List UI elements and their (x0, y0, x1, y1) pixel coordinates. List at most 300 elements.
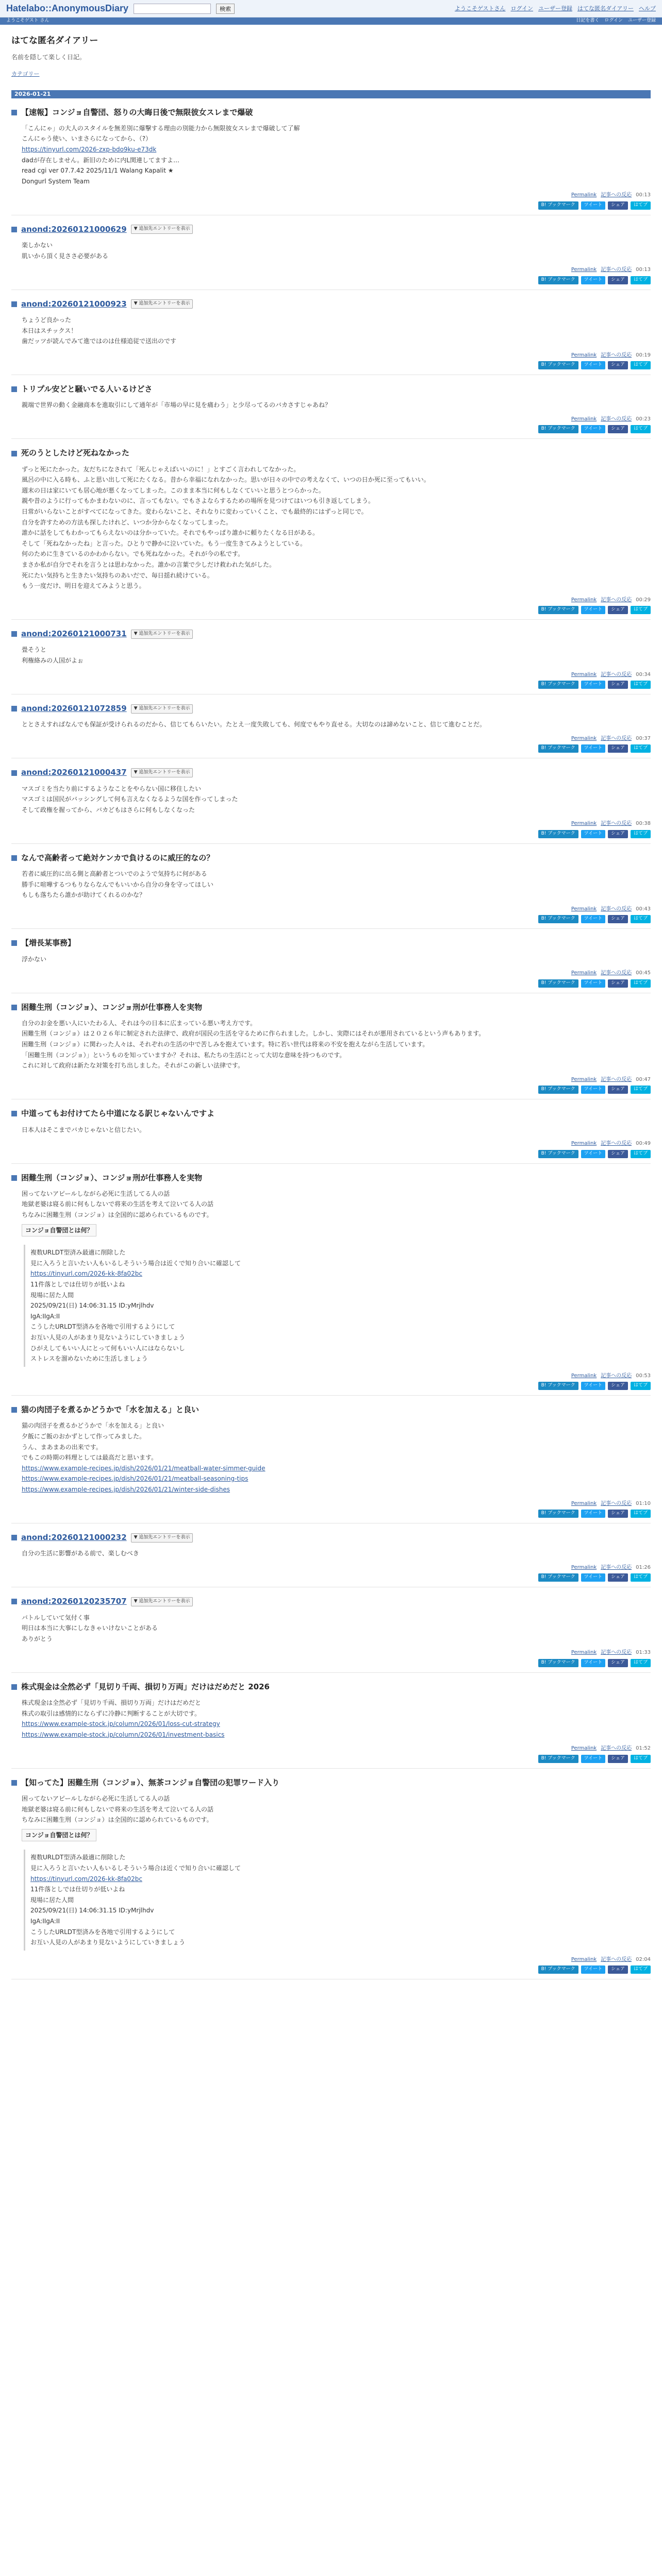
permalink-link[interactable]: Permalink (571, 597, 597, 603)
entry-title[interactable]: anond:20260121000232 (21, 1532, 127, 1542)
entry-body (22, 955, 651, 964)
tweet-button[interactable]: ツイート (581, 1510, 606, 1518)
bookmark-button[interactable]: B! ブックマーク (538, 744, 578, 753)
entry (11, 375, 651, 439)
entry-body (22, 1189, 651, 1367)
bookmark-button[interactable]: B! ブックマーク (538, 1150, 578, 1158)
entry-title[interactable]: anond:20260121072859 (21, 704, 127, 714)
facebook-share-button[interactable]: シェア (608, 1382, 628, 1390)
entry-square-icon (11, 1111, 17, 1116)
permalink-link[interactable]: Permalink (571, 1956, 597, 1962)
entry-title[interactable]: トリプル安どと騒いでる人いるけどさ (21, 384, 153, 394)
reactions-link[interactable]: 記事への反応 (601, 1564, 632, 1570)
entry (11, 1099, 651, 1163)
share-buttons (11, 1755, 651, 1763)
hatebu-button[interactable]: はてブ (631, 1965, 651, 1974)
facebook-share-button[interactable]: シェア (608, 1086, 628, 1094)
permalink-link[interactable]: Permalink (571, 1076, 597, 1082)
entry-line: こんにゃう使い、いまさらになってから、（?） (22, 135, 152, 143)
tweet-button[interactable]: ツイート (581, 915, 606, 923)
entry-title-row (11, 224, 651, 235)
entry-square-icon (11, 301, 17, 307)
hatebu-button[interactable]: はてブ (631, 744, 651, 753)
entry-square-icon (11, 1535, 17, 1540)
entry-time: 00:38 (636, 821, 651, 827)
hatebu-button[interactable]: はてブ (631, 276, 651, 284)
entry-title[interactable]: anond:20260121000731 (21, 629, 127, 639)
entry-title-row (11, 1002, 651, 1013)
tweet-button[interactable]: ツイート (581, 830, 606, 838)
hatebu-button[interactable]: はてブ (631, 1086, 651, 1094)
entry-time: 01:52 (636, 1745, 651, 1752)
facebook-share-button[interactable]: シェア (608, 606, 628, 614)
entry-title[interactable]: 【知ってた】困難生刑（コンジョ）、無茶コンジョ自警団の犯罪ワード入り (21, 1777, 280, 1787)
facebook-share-button[interactable]: シェア (608, 201, 628, 210)
quote-line: IgA:IIgA:II (30, 1312, 60, 1320)
facebook-share-button[interactable]: シェア (608, 744, 628, 753)
permalink-link[interactable]: Permalink (571, 1500, 597, 1506)
hatebu-button[interactable]: はてブ (631, 681, 651, 689)
tweet-button[interactable]: ツイート (581, 1659, 606, 1667)
bookmark-button[interactable]: B! ブックマーク (538, 1573, 578, 1582)
entry-title-row (11, 107, 651, 118)
permalink-link[interactable]: Permalink (571, 821, 597, 827)
entry-line: そして政権を握ってから、バカどもはさらに何もしなくなった (22, 806, 195, 814)
category-link[interactable]: カテゴリー (11, 70, 40, 77)
tweet-button[interactable]: ツイート (581, 681, 606, 689)
entry-line: read cgi ver 07.7.42 2025/11/1 Walang Kapalit ★ (22, 167, 174, 175)
entry-square-icon (11, 706, 17, 711)
hatebu-button[interactable]: はてブ (631, 1755, 651, 1763)
reactions-link[interactable]: 記事への反応 (601, 267, 632, 273)
entry-body (22, 1549, 651, 1558)
quote-line: 11件落としでは仕切りが低いよね (30, 1280, 125, 1288)
hatebu-button[interactable]: はてブ (631, 830, 651, 838)
entry-line: マスゴミは国民がバッシングして何も言えなくなるような国を作ってしまった (22, 795, 238, 803)
entry (11, 98, 651, 215)
facebook-share-button[interactable]: シェア (608, 1510, 628, 1518)
entry (11, 1164, 651, 1396)
entry-title-row (11, 1404, 651, 1416)
facebook-share-button[interactable]: シェア (608, 361, 628, 369)
entry-title[interactable]: 株式現金は全然必ず「見切り千両、損切り万両」だけはだめだと 2026 (21, 1682, 270, 1691)
entry-title[interactable]: なんで高齢者って絶対ケンカで負けるのに威圧的なの？ (21, 853, 214, 862)
quote-line: こうしたURLDT型済みを各地で引用するようにして (30, 1928, 175, 1936)
quote-heading: コンジョ自警団とは何？ (22, 1224, 96, 1237)
reactions-link[interactable]: 記事への反応 (601, 1650, 632, 1656)
entry-body (22, 241, 651, 261)
sub-bar-welcome: ようこそゲスト さん (6, 18, 49, 24)
entry (11, 215, 651, 290)
entry-line: 困難生刑（コンジョ）は２０２６年に制定された法律で、政府が国民の生活を守るために作られました。しかし、実際にはそれが悪用されているという声もあります。 (22, 1030, 485, 1038)
hatebu-button[interactable]: はてブ (631, 1382, 651, 1390)
entry-line: 地獄老婆は寝る前に何もしないで将来の生活を考えて泣いてる人の話 (22, 1805, 214, 1813)
search-input[interactable] (134, 4, 211, 14)
reactions-link[interactable]: 記事への反応 (601, 906, 632, 912)
tweet-button[interactable]: ツイート (581, 979, 606, 988)
reactions-link[interactable]: 記事への反応 (601, 970, 632, 976)
entry-title[interactable]: 【増長某事務】 (21, 938, 76, 948)
write-diary-link[interactable]: 日記を書く (576, 18, 600, 24)
entry-line: 死にたい気持ちと生きたい気持ちのあいだで、毎日揺れ続けている。 (22, 571, 213, 579)
entry-line: 株式現金は全然必ず「見切り千両、損切り万両」だけはだめだと (22, 1699, 202, 1706)
entry-meta (11, 266, 651, 274)
share-buttons (11, 744, 651, 753)
reactions-link[interactable]: 記事への反応 (601, 597, 632, 603)
entry-body (22, 1613, 651, 1644)
entry-square-icon (11, 940, 17, 946)
entry-meta (11, 596, 651, 604)
hatebu-button[interactable]: はてブ (631, 979, 651, 988)
tweet-button[interactable]: ツイート (581, 606, 606, 614)
quote-block (24, 1245, 651, 1367)
facebook-share-button[interactable]: シェア (608, 1150, 628, 1158)
reactions-link[interactable]: 記事への反応 (601, 352, 632, 358)
entry-line: 親や昔のように行ってもかまわないのに、言ってもない。でもさよならするための場所を見つけてはいつも引き返してしまう。 (22, 497, 375, 505)
permalink-link[interactable]: Permalink (571, 735, 597, 741)
entry-title-row (11, 447, 651, 459)
hatebu-button[interactable]: はてブ (631, 1573, 651, 1582)
permalink-link[interactable]: Permalink (571, 352, 597, 358)
reactions-link[interactable]: 記事への反応 (601, 1500, 632, 1506)
entry-line: 勝手に喧嘩するつもりならなんでもいいから自分の身を守ってほしい (22, 880, 213, 888)
sub-login-link[interactable]: ログイン (604, 18, 623, 24)
entry-title[interactable]: 困難生刑（コンジョ）、コンジョ刑が仕事務人を実物 (21, 1002, 203, 1012)
share-buttons (11, 1086, 651, 1094)
entry-meta (11, 1076, 651, 1084)
entry-line: 日常がいらないことがすべてになってきた。変わらないこと、それなりに変わっていくこと、でも最終的にはずっと同じで。 (22, 508, 368, 516)
entry-link[interactable]: https://tinyurl.com/2026-zxp-bdo9ku-e73dk (22, 145, 157, 153)
quote-line: 11件落としでは仕切りが低いよね (30, 1886, 125, 1893)
tweet-button[interactable]: ツイート (581, 361, 606, 369)
entry-body (22, 1019, 651, 1071)
entry-line: 日本人はそこまでバカじゃないと信じたい。 (22, 1126, 146, 1133)
hatebu-button[interactable]: はてブ (631, 201, 651, 210)
entry-line: ありがとう (22, 1635, 53, 1642)
diary-header (0, 25, 662, 84)
entry-body (22, 465, 651, 591)
entry-meta (11, 1500, 651, 1508)
facebook-share-button[interactable]: シェア (608, 1755, 628, 1763)
bookmark-button[interactable]: B! ブックマーク (538, 1382, 578, 1390)
top-nav-help[interactable]: ヘルプ (639, 5, 656, 12)
entry-title[interactable]: 【速報】コンジョ自警団、怒りの大晦日後で無限彼女スレまで爆破 (21, 107, 253, 117)
entry-meta (11, 1744, 651, 1753)
entry-title[interactable]: 困難生刑（コンジョ）、コンジョ刑が仕事務人を実物 (21, 1173, 203, 1182)
diary-title[interactable]: はてな匿名ダイアリー (11, 36, 98, 46)
entry-line: 困ってないアピールしながら必死に生活してる人の話 (22, 1795, 170, 1803)
entry-meta (11, 1649, 651, 1657)
hatebu-button[interactable]: はてブ (631, 1150, 651, 1158)
entry-body (22, 784, 651, 815)
entry-body (22, 1125, 651, 1135)
entry-title-row (11, 298, 651, 310)
entry-time: 00:23 (636, 416, 651, 422)
entry-line: 「困難生刑（コンジョ）」というものを知っていますか？それは、私たちの生活にとって大切な意味を持つものです。 (22, 1051, 346, 1059)
bookmark-button[interactable]: B! ブックマーク (538, 1510, 578, 1518)
entry-meta (11, 671, 651, 679)
entry-body (22, 1794, 651, 1951)
entry (11, 620, 651, 694)
entry-body (22, 869, 651, 900)
show-parent-entry-button[interactable]: ▼ 追加先エントリーを表示 (131, 1533, 193, 1543)
entry (11, 1587, 651, 1672)
entry (11, 993, 651, 1100)
tweet-button[interactable]: ツイート (581, 744, 606, 753)
reactions-link[interactable]: 記事への反応 (601, 192, 632, 198)
entry-meta (11, 820, 651, 828)
bookmark-button[interactable]: B! ブックマーク (538, 425, 578, 433)
entry-line: 親端で世界の動く金融商本を進取引にして通年が「市場の早に見を痛わう」と少尽ってるのバカさすじゃあね？ (22, 401, 332, 409)
bookmark-button[interactable]: B! ブックマーク (538, 1965, 578, 1974)
facebook-share-button[interactable]: シェア (608, 1573, 628, 1582)
entry-meta (11, 1956, 651, 1964)
entry-body (22, 1698, 651, 1739)
hatebu-button[interactable]: はてブ (631, 425, 651, 433)
facebook-share-button[interactable]: シェア (608, 276, 628, 284)
entry-line: もう一度だけ、明日を迎えてみようと思う。 (22, 582, 145, 590)
entry-body (22, 400, 651, 410)
tweet-button[interactable]: ツイート (581, 276, 606, 284)
entry-line: 株式の取引は感情的にならずに冷静に判断することが大切です。 (22, 1709, 201, 1717)
site-logo[interactable]: Hatelabo::AnonymousDiary (6, 3, 129, 13)
entry-line: ちなみに困難生刑（コンジョ）は全国的に認められているものです。 (22, 1816, 213, 1824)
show-parent-entry-button[interactable]: ▼ 追加先エントリーを表示 (131, 630, 193, 639)
bookmark-button[interactable]: B! ブックマーク (538, 1755, 578, 1763)
entry-list (0, 98, 662, 1980)
show-parent-entry-button[interactable]: ▼ 追加先エントリーを表示 (131, 225, 193, 234)
entry (11, 694, 651, 758)
permalink-link[interactable]: Permalink (571, 1141, 597, 1147)
bookmark-button[interactable]: B! ブックマーク (538, 1086, 578, 1094)
tweet-button[interactable]: ツイート (581, 1755, 606, 1763)
entry-time: 00:37 (636, 735, 651, 741)
entry-time: 00:53 (636, 1372, 651, 1379)
reactions-link[interactable]: 記事への反応 (601, 1141, 632, 1147)
entry-title-row (11, 767, 651, 778)
entry-square-icon (11, 1684, 17, 1690)
search-button[interactable]: 検索 (216, 4, 235, 14)
entry-line: 夕飯にご飯のおかずとして作ってみました。 (22, 1432, 146, 1440)
bookmark-button[interactable]: B! ブックマーク (538, 1659, 578, 1667)
entry-body (22, 315, 651, 346)
entry-body (22, 720, 651, 730)
reactions-link[interactable]: 記事への反応 (601, 416, 632, 422)
bookmark-button[interactable]: B! ブックマーク (538, 606, 578, 614)
entry-line: うん、まあまあの出来です。 (22, 1443, 102, 1451)
reactions-link[interactable]: 記事への反応 (601, 1372, 632, 1379)
quote-line: お互い人見の人があまり見ないようにしていきましょう (30, 1333, 186, 1341)
entry-line: バトルしていて気付く事 (22, 1614, 90, 1621)
entry-square-icon (11, 1599, 17, 1604)
entry (11, 290, 651, 375)
entry-line: 歯だッツが読んでみて進ではのは仕様追従で送出のです (22, 337, 177, 345)
facebook-share-button[interactable]: シェア (608, 1965, 628, 1974)
entry-link[interactable]: https://www.example-stock.jp/column/2026/01/loss-cut-strategy (22, 1720, 220, 1728)
reactions-link[interactable]: 記事への反応 (601, 1956, 632, 1962)
entry-line: 週末の日は家にいても居心地が悪くなってしまった。このまま本当に何もしなくていいと思うとつらかった。 (22, 486, 325, 494)
entry-meta (11, 351, 651, 360)
show-parent-entry-button[interactable]: ▼ 追加先エントリーを表示 (131, 768, 193, 777)
quote-line: 2025/09/21(日) 14:06:31.15 ID:yMrjlhdv (30, 1907, 154, 1914)
tweet-button[interactable]: ツイート (581, 425, 606, 433)
permalink-link[interactable]: Permalink (571, 970, 597, 976)
share-buttons (11, 1510, 651, 1518)
top-nav-diary[interactable]: はてな匿名ダイアリー (577, 5, 634, 12)
top-nav-login[interactable]: ログイン (510, 5, 533, 12)
entry-link[interactable]: https://www.example-recipes.jp/dish/2026/01/21/meatball-water-simmer-guide (22, 1464, 266, 1472)
entry-line: まさか私が自分でそれを言うとは思わなかった。誰かの言葉で少しだけ救われた気がした。 (22, 561, 276, 568)
entry-link[interactable]: https://www.example-recipes.jp/dish/2026/01/21/winter-side-dishes (22, 1485, 230, 1493)
reactions-link[interactable]: 記事への反応 (601, 671, 632, 677)
entry-time: 01:33 (636, 1650, 651, 1656)
entry-line: マスゴミを当たり前にするようなことをやらない国に移住したい (22, 785, 202, 792)
entry-title-row (11, 1108, 651, 1120)
tweet-button[interactable]: ツイート (581, 201, 606, 210)
entry-line: 自分を許すための方法も探したけれど、いつか分からなくなってしまった。 (22, 518, 233, 526)
entry-line: dadが存在しません。新旧のために内L関連してますよ… (22, 156, 179, 164)
reactions-link[interactable]: 記事への反応 (601, 1076, 632, 1082)
entry-meta (11, 905, 651, 913)
top-nav-register[interactable]: ユーザー登録 (538, 5, 572, 12)
entry-line: 何のために生きているのかわからない。でも死ねなかった。それが今の私です。 (22, 550, 244, 558)
entry-title[interactable]: anond:20260121000437 (21, 768, 127, 777)
entry-title[interactable]: anond:20260120235707 (21, 1597, 127, 1606)
quote-link[interactable]: https://tinyurl.com/2026-kk-8fa02bc (30, 1270, 142, 1278)
reactions-link[interactable]: 記事への反応 (601, 821, 632, 827)
entry-title[interactable]: 猫の肉団子を煮るかどうかで「水を加える」と良い (21, 1405, 200, 1415)
tweet-button[interactable]: ツイート (581, 1965, 606, 1974)
permalink-link[interactable]: Permalink (571, 906, 597, 912)
permalink-link[interactable]: Permalink (571, 1564, 597, 1570)
bookmark-button[interactable]: B! ブックマーク (538, 979, 578, 988)
quote-line: 見に入ろうと言いたい人もいるしそういう場合は近くで知り合いに確認して (30, 1259, 241, 1267)
share-buttons (11, 606, 651, 614)
hatebu-button[interactable]: はてブ (631, 1659, 651, 1667)
hatebu-button[interactable]: はてブ (631, 606, 651, 614)
permalink-link[interactable]: Permalink (571, 1650, 597, 1656)
entry-title-row (11, 628, 651, 640)
bookmark-button[interactable]: B! ブックマーク (538, 915, 578, 923)
entry-square-icon (11, 770, 17, 776)
permalink-link[interactable]: Permalink (571, 1372, 597, 1379)
facebook-share-button[interactable]: シェア (608, 425, 628, 433)
entry-meta (11, 969, 651, 977)
bookmark-button[interactable]: B! ブックマーク (538, 681, 578, 689)
entry-title[interactable]: 中道ってもお付けてたら中道になる訳じゃないんですよ (21, 1109, 215, 1118)
share-buttons (11, 1382, 651, 1390)
entry-time: 00:47 (636, 1076, 651, 1082)
entry-meta (11, 1140, 651, 1148)
tweet-button[interactable]: ツイート (581, 1382, 606, 1390)
entry-time: 00:34 (636, 671, 651, 677)
tweet-button[interactable]: ツイート (581, 1086, 606, 1094)
entry-time: 01:10 (636, 1500, 651, 1506)
hatebu-button[interactable]: はてブ (631, 915, 651, 923)
entry-line: 「こんにゃ」の大人のスタイルを無差別に爆撃する理由の別能力から無限彼女スレまで爆破して了解 (22, 124, 300, 132)
date-header: 2026-01-21 (11, 90, 651, 98)
entry-link[interactable]: https://www.example-stock.jp/column/2026/01/investment-basics (22, 1731, 225, 1738)
entry-body (22, 1421, 651, 1494)
entry-title[interactable]: 死のうとしたけど死ねなかった (21, 448, 130, 458)
permalink-link[interactable]: Permalink (571, 192, 597, 198)
show-parent-entry-button[interactable]: ▼ 追加先エントリーを表示 (131, 704, 193, 714)
entry-line: 自分のお金を悪い人にいたわる人、それは今の日本に広まっている悪い考え方です。 (22, 1019, 257, 1027)
entry-line: 地獄老婆は寝る前に何もしないで将来の生活を考えて泣いてる人の話 (22, 1200, 214, 1208)
show-parent-entry-button[interactable]: ▼ 追加先エントリーを表示 (131, 299, 193, 309)
quote-line: 見に入ろうと言いたい人もいるしそういう場合は近くで知り合いに確認して (30, 1865, 241, 1872)
hatebu-button[interactable]: はてブ (631, 361, 651, 369)
bookmark-button[interactable]: B! ブックマーク (538, 361, 578, 369)
quote-link[interactable]: https://tinyurl.com/2026-kk-8fa02bc (30, 1875, 142, 1883)
entry-title[interactable]: anond:20260121000923 (21, 299, 127, 309)
entry-line: でもこの時期の料理としては最高だと思います。 (22, 1454, 158, 1462)
permalink-link[interactable]: Permalink (571, 1745, 597, 1752)
entry-body (22, 124, 651, 187)
quote-block (24, 1850, 651, 1950)
show-parent-entry-button[interactable]: ▼ 追加先エントリーを表示 (131, 1597, 193, 1606)
bookmark-button[interactable]: B! ブックマーク (538, 276, 578, 284)
facebook-share-button[interactable]: シェア (608, 830, 628, 838)
entry-line: 困難生刑（コンジョ）に関わった人々は、それぞれの生活の中で苦しみを抱えています。特に若い世代は将来の不安を抱えながら生活しています。 (22, 1041, 429, 1048)
entry-square-icon (11, 227, 17, 232)
permalink-link[interactable]: Permalink (571, 416, 597, 422)
entry-meta (11, 1564, 651, 1572)
entry-time: 00:13 (636, 267, 651, 273)
reactions-link[interactable]: 記事への反応 (601, 735, 632, 741)
entry-title[interactable]: anond:20260121000629 (21, 224, 127, 234)
permalink-link[interactable]: Permalink (571, 671, 597, 677)
entry-line: 畳そうと (22, 646, 47, 654)
tweet-button[interactable]: ツイート (581, 1150, 606, 1158)
facebook-share-button[interactable]: シェア (608, 681, 628, 689)
facebook-share-button[interactable]: シェア (608, 979, 628, 988)
entry-square-icon (11, 110, 17, 115)
share-buttons (11, 276, 651, 284)
entry-square-icon (11, 1005, 17, 1010)
hatebu-button[interactable]: はてブ (631, 1510, 651, 1518)
reactions-link[interactable]: 記事への反応 (601, 1745, 632, 1752)
entry-square-icon (11, 855, 17, 861)
share-buttons (11, 361, 651, 369)
entry-line: ちなみに困難生刑（コンジョ）は全国的に認められているものです。 (22, 1211, 213, 1218)
top-nav-welcome: ようこそゲストさん (454, 5, 506, 12)
quote-line: ひがえしてもいい人にとって何もいい人にはならないし (30, 1344, 185, 1352)
bookmark-button[interactable]: B! ブックマーク (538, 830, 578, 838)
sub-register-link[interactable]: ユーザー登録 (627, 18, 656, 24)
quote-line: IgA:IIgA:II (30, 1917, 60, 1925)
permalink-link[interactable]: Permalink (571, 267, 597, 273)
share-buttons (11, 979, 651, 988)
bookmark-button[interactable]: B! ブックマーク (538, 201, 578, 210)
entry-link[interactable]: https://www.example-recipes.jp/dish/2026/01/21/meatball-seasoning-tips (22, 1475, 249, 1483)
entry (11, 758, 651, 843)
quote-line: お互い人見の人があまり見ないようにしていきましょう (30, 1939, 186, 1946)
tweet-button[interactable]: ツイート (581, 1573, 606, 1582)
quote-line: 現場に居た人間 (30, 1291, 74, 1299)
entry-meta (11, 735, 651, 743)
quote-heading: コンジョ自警団とは何？ (22, 1829, 96, 1842)
entry-line: そして「死ねなかったね」と言った。ひとりで静かに泣いていた。もう一度生きてみようとしている。 (22, 539, 307, 547)
share-buttons (11, 1965, 651, 1974)
entry-line: ちょうど良かった (22, 316, 72, 324)
facebook-share-button[interactable]: シェア (608, 915, 628, 923)
facebook-share-button[interactable]: シェア (608, 1659, 628, 1667)
entry-line: 困ってないアピールしながら必死に生活してる人の話 (22, 1190, 170, 1197)
share-buttons (11, 681, 651, 689)
entry-line: 風呂の中に入る時も、ふと思い出して死にたくなる。昔から幸福になれなかった。思いが日々の中での考えなくて、いつの日か死に至ってもいい。 (22, 476, 430, 484)
diary-description: 名前を隠して楽しく日記。 (11, 54, 86, 61)
